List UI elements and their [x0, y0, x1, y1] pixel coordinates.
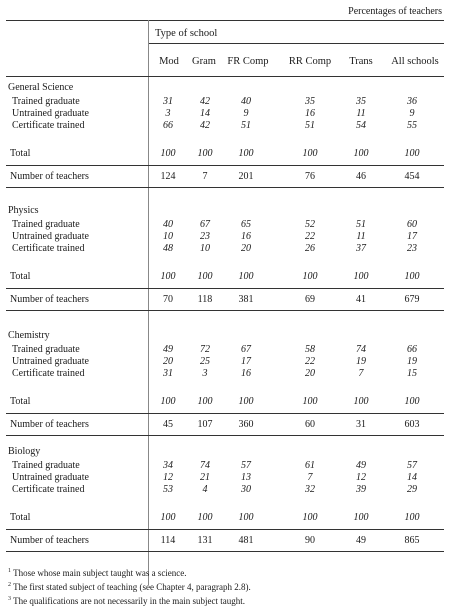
rule: [6, 551, 444, 552]
table-cell: 66: [407, 344, 417, 355]
section-title: General Science: [8, 82, 74, 93]
table-cell: 35: [356, 96, 366, 107]
table-cell: 17: [241, 356, 251, 367]
table-cell: 48: [163, 243, 173, 254]
table-cell: 381: [238, 294, 254, 305]
footnotes: [8, 565, 251, 607]
table-cell: 49: [356, 460, 366, 471]
table-cell: 46: [356, 171, 366, 182]
table-cell: 51: [305, 120, 315, 131]
table-cell: 22: [305, 231, 315, 242]
row-label: Trained graduate: [12, 344, 80, 355]
units-caption: Percentages of teachers: [348, 6, 442, 17]
table-cell: 67: [200, 219, 210, 230]
table-cell: 49: [163, 344, 173, 355]
count-row: [6, 294, 444, 307]
table-cell: 31: [356, 419, 366, 430]
table-cell: 100: [197, 271, 213, 282]
col-header-mod: Mod: [159, 56, 179, 67]
row-label: Certificate trained: [12, 368, 85, 379]
table-cell: 12: [163, 472, 173, 483]
table-cell: 31: [163, 96, 173, 107]
table-cell: 66: [163, 120, 173, 131]
table-cell: 40: [163, 219, 173, 230]
table-cell: 131: [197, 535, 213, 546]
table-cell: 51: [356, 219, 366, 230]
table-cell: 34: [163, 460, 173, 471]
rule: [6, 529, 444, 530]
table-cell: 16: [241, 231, 251, 242]
rule: [6, 165, 444, 166]
row-label: Untrained graduate: [12, 108, 89, 119]
row-label: Number of teachers: [10, 535, 89, 546]
table-cell: 51: [241, 120, 251, 131]
type-of-school-header: Type of school: [155, 28, 218, 39]
table-cell: 25: [200, 356, 210, 367]
table-cell: 114: [160, 535, 176, 546]
table-cell: 37: [356, 243, 366, 254]
table-cell: 53: [163, 484, 173, 495]
table-cell: 100: [404, 148, 420, 159]
data-row: [6, 484, 444, 497]
table-cell: 7: [202, 171, 208, 182]
table-cell: 31: [163, 368, 173, 379]
table-cell: 42: [200, 96, 210, 107]
count-row: [6, 171, 444, 184]
data-row: [6, 368, 444, 381]
row-label: Certificate trained: [12, 120, 85, 131]
col-header-trans: Trans: [349, 56, 373, 67]
table-cell: 57: [407, 460, 417, 471]
col-header-rr-comp: RR Comp: [288, 56, 332, 67]
table-cell: 36: [407, 96, 417, 107]
section-title: Biology: [8, 446, 41, 457]
table-cell: 107: [197, 419, 213, 430]
table-cell: 11: [356, 231, 366, 242]
total-row: [6, 148, 444, 161]
table-cell: 100: [404, 396, 420, 407]
table-cell: 3: [165, 108, 171, 119]
data-row: [6, 243, 444, 256]
table-cell: 61: [305, 460, 315, 471]
table-cell: 100: [302, 148, 318, 159]
table-cell: 11: [356, 108, 366, 119]
col-header-fr-comp: FR Comp: [227, 56, 269, 67]
count-row: [6, 419, 444, 432]
table-cell: 21: [200, 472, 210, 483]
table-cell: 74: [200, 460, 210, 471]
table-cell: 20: [241, 243, 251, 254]
table-cell: 100: [197, 396, 213, 407]
table-cell: 7: [307, 472, 313, 483]
table-cell: 29: [407, 484, 417, 495]
table-cell: 12: [356, 472, 366, 483]
row-label: Number of teachers: [10, 171, 89, 182]
row-label: Trained graduate: [12, 219, 80, 230]
section-title: Physics: [8, 205, 39, 216]
table-cell: 454: [404, 171, 420, 182]
table-cell: 100: [197, 512, 213, 523]
table-cell: 14: [200, 108, 210, 119]
table-cell: 3: [202, 368, 208, 379]
table-cell: 20: [305, 368, 315, 379]
table-cell: 49: [356, 535, 366, 546]
table-cell: 100: [353, 396, 369, 407]
count-row: [6, 535, 444, 548]
table-cell: 10: [163, 231, 173, 242]
table-cell: 60: [305, 419, 315, 430]
total-row: [6, 512, 444, 525]
table-cell: 679: [404, 294, 420, 305]
table-cell: 41: [356, 294, 366, 305]
table-cell: 100: [404, 271, 420, 282]
table-cell: 360: [238, 419, 254, 430]
row-label: Certificate trained: [12, 243, 85, 254]
table-cell: 20: [163, 356, 173, 367]
row-label: Untrained graduate: [12, 472, 89, 483]
table-cell: 201: [238, 171, 254, 182]
table-cell: 100: [302, 396, 318, 407]
table-cell: 100: [238, 512, 254, 523]
table-cell: 100: [353, 148, 369, 159]
table-cell: 76: [305, 171, 315, 182]
col-header-gram: Gram: [192, 56, 216, 67]
table-cell: 100: [302, 512, 318, 523]
table-cell: 23: [407, 243, 417, 254]
rule: [6, 413, 444, 414]
table-cell: 100: [160, 396, 176, 407]
table-cell: 69: [305, 294, 315, 305]
table-cell: 72: [200, 344, 210, 355]
section-title: Chemistry: [8, 330, 50, 341]
table-cell: 54: [356, 120, 366, 131]
table-cell: 74: [356, 344, 366, 355]
table-cell: 19: [356, 356, 366, 367]
row-label: Trained graduate: [12, 460, 80, 471]
table-cell: 16: [305, 108, 315, 119]
table-cell: 9: [243, 108, 249, 119]
table-cell: 16: [241, 368, 251, 379]
table-cell: 100: [160, 148, 176, 159]
row-label: Untrained graduate: [12, 356, 89, 367]
footnote-2: $^2$ The first stated subject of teaching (see Chapter 4, paragraph 2.8).: [8, 582, 251, 592]
row-label: Number of teachers: [10, 419, 89, 430]
table-cell: 15: [407, 368, 417, 379]
table-cell: 13: [241, 472, 251, 483]
table-cell: 55: [407, 120, 417, 131]
total-row: [6, 396, 444, 409]
table-cell: 100: [238, 396, 254, 407]
table-cell: 100: [197, 148, 213, 159]
table-cell: 22: [305, 356, 315, 367]
table-cell: 70: [163, 294, 173, 305]
table-cell: 4: [202, 484, 208, 495]
table-cell: 17: [407, 231, 417, 242]
data-row: [6, 120, 444, 133]
table-cell: 67: [241, 344, 251, 355]
row-label: Trained graduate: [12, 96, 80, 107]
table-cell: 118: [197, 294, 213, 305]
table-cell: 7: [358, 368, 364, 379]
table-cell: 100: [302, 271, 318, 282]
total-row: [6, 271, 444, 284]
rule: [6, 288, 444, 289]
table-cell: 30: [241, 484, 251, 495]
table-cell: 14: [407, 472, 417, 483]
table-cell: 124: [160, 171, 176, 182]
table-cell: 100: [353, 271, 369, 282]
table-cell: 90: [305, 535, 315, 546]
row-label: Total: [10, 512, 31, 523]
type-rule: [148, 43, 444, 44]
table-cell: 100: [160, 512, 176, 523]
row-label: Certificate trained: [12, 484, 85, 495]
table-cell: 100: [404, 512, 420, 523]
table-cell: 58: [305, 344, 315, 355]
row-label: Untrained graduate: [12, 231, 89, 242]
table-cell: 19: [407, 356, 417, 367]
table-cell: 39: [356, 484, 366, 495]
table-cell: 42: [200, 120, 210, 131]
table-cell: 40: [241, 96, 251, 107]
table-cell: 100: [238, 271, 254, 282]
rule: [6, 187, 444, 188]
table-cell: 100: [160, 271, 176, 282]
table-cell: 603: [404, 419, 420, 430]
row-label: Total: [10, 148, 31, 159]
table-cell: 45: [163, 419, 173, 430]
row-label: Total: [10, 271, 31, 282]
table-cell: 9: [409, 108, 415, 119]
footnote-3: $^3$ The qualifications are not necessarily in the main subject taught.: [8, 596, 246, 606]
table-cell: 52: [305, 219, 315, 230]
col-header-all-schools: All schools: [391, 56, 439, 67]
footnote-1: $^1$ Those whose main subject taught was a science.: [8, 568, 187, 578]
rule: [6, 435, 444, 436]
row-label: Number of teachers: [10, 294, 89, 305]
top-rule: [6, 20, 444, 21]
table-cell: 60: [407, 219, 417, 230]
table-cell: 57: [241, 460, 251, 471]
table-cell: 481: [238, 535, 254, 546]
table-cell: 65: [241, 219, 251, 230]
table-cell: 23: [200, 231, 210, 242]
table-cell: 100: [353, 512, 369, 523]
table-cell: 32: [305, 484, 315, 495]
row-label: Total: [10, 396, 31, 407]
table-cell: 26: [305, 243, 315, 254]
table-cell: 35: [305, 96, 315, 107]
header-rule: [6, 76, 444, 77]
table-cell: 100: [238, 148, 254, 159]
rule: [6, 310, 444, 311]
table-cell: 10: [200, 243, 210, 254]
table-cell: 865: [404, 535, 420, 546]
